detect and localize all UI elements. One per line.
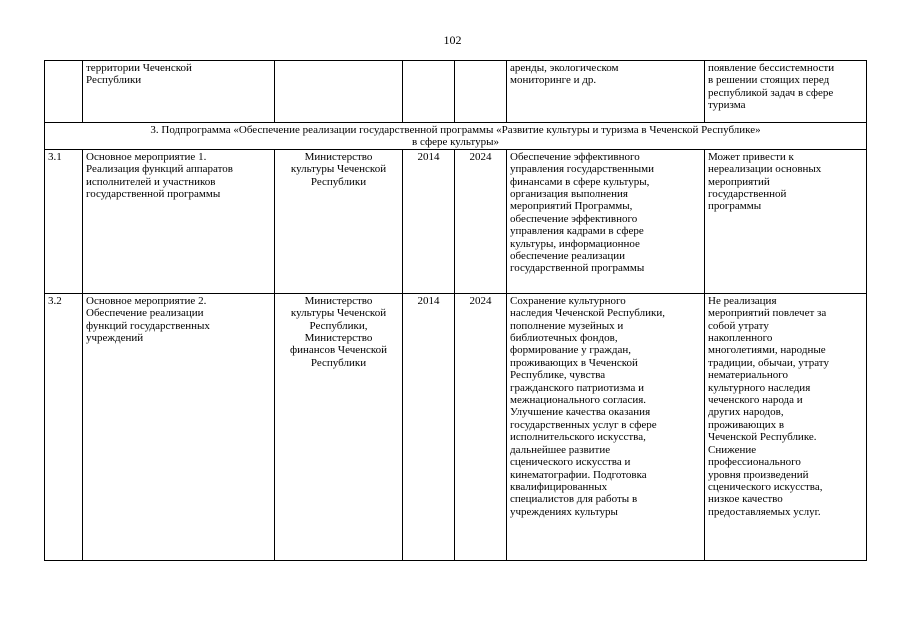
- text-line: проживающих в Чеченской: [510, 356, 638, 369]
- text-line: других народов,: [708, 406, 784, 419]
- risks-cell: [705, 61, 867, 123]
- text-line: пополнение музейных и: [510, 319, 624, 332]
- page-number: 102: [443, 33, 462, 47]
- text-line: финансов Чеченской: [289, 344, 388, 357]
- executor-cell: [275, 149, 403, 293]
- text-line: традиции, обычаи, утрату: [708, 356, 829, 369]
- text-line: республикой задач в сфере: [708, 86, 834, 99]
- text-line: наследия Чеченской Республики,: [510, 307, 665, 320]
- text-line: мероприятий Программы,: [510, 200, 633, 213]
- text-line: чеченского народа и: [708, 394, 803, 407]
- text-line: нереализации основных: [708, 163, 822, 176]
- text-line: дальнейшее развитие: [510, 443, 611, 456]
- text-line: появление бессистемности: [708, 62, 835, 74]
- text-line: государственной программы: [86, 188, 221, 201]
- text-line: государственной: [708, 188, 787, 201]
- text-line: сценического искусства и: [510, 456, 631, 469]
- text-line: Основное мероприятие 2.: [86, 294, 207, 307]
- text-line: Министерство: [304, 332, 373, 345]
- start-year-cell: 2014: [403, 293, 455, 560]
- text-line: финансами в сфере культуры,: [510, 175, 650, 188]
- text-line: культуры Чеченской: [290, 307, 387, 320]
- text-line: мероприятий повлечет за: [708, 307, 827, 320]
- result-cell: [507, 293, 705, 560]
- text-line: государственных услуг в сфере: [510, 418, 657, 431]
- text-line: низкое качество: [708, 493, 783, 506]
- table-row: [45, 293, 867, 560]
- risks-cell: [705, 293, 867, 560]
- text-line: формирование у граждан,: [510, 344, 632, 357]
- text-line: межнационального согласия.: [510, 394, 647, 407]
- continuation-row: [45, 61, 867, 123]
- subprogram-heading-row: [45, 123, 867, 150]
- text-line: учреждениях культуры: [510, 505, 618, 518]
- result-cell: [507, 61, 705, 123]
- end-year-cell: [455, 61, 507, 123]
- text-line: предоставляемых услуг.: [708, 505, 821, 518]
- name-cell: [83, 293, 275, 560]
- text-line: Основное мероприятие 1.: [86, 150, 207, 163]
- text-line: в решении стоящих перед: [708, 74, 830, 87]
- num-cell: [45, 61, 83, 123]
- executor-cell: [275, 61, 403, 123]
- text-line: уровня произведений: [708, 468, 809, 481]
- text-line: управления кадрами в сфере: [510, 225, 644, 238]
- name-cell: [83, 61, 275, 123]
- text-line: программы: [708, 200, 762, 213]
- text-line: собой утрату: [708, 319, 769, 332]
- text-line: учреждений: [86, 332, 144, 345]
- text-line: культуры, информационное: [510, 237, 640, 250]
- text-line: исполнительского искусства,: [510, 431, 646, 444]
- text-line: Чеченской Республике.: [708, 431, 817, 444]
- text-line: обеспечение эффективного: [510, 212, 638, 225]
- text-line: многолетиями, народные: [708, 344, 826, 357]
- heading-line: 3. Подпрограмма «Обеспечение реализации государственной программы «Развитие культуры и туризма в Чеченской Республике»: [150, 124, 761, 136]
- text-line: Не реализация: [708, 294, 777, 307]
- text-line: профессионального: [708, 456, 801, 469]
- end-year-cell: 2024: [455, 149, 507, 293]
- text-line: государственной программы: [510, 262, 645, 275]
- text-line: специалистов для работы в: [510, 493, 638, 506]
- measures-table: [44, 60, 867, 561]
- text-line: Улучшение качества оказания: [510, 406, 651, 419]
- text-line: обеспечение реализации: [510, 250, 626, 263]
- name-cell: [83, 149, 275, 293]
- text-line: Министерство: [304, 150, 373, 163]
- text-line: Республики: [310, 356, 367, 369]
- heading-line: в сфере культуры»: [412, 136, 499, 149]
- text-line: накопленного: [708, 332, 773, 345]
- text-line: Министерство: [304, 294, 373, 307]
- num-cell: 3.2: [45, 293, 83, 560]
- text-line: мониторинге и др.: [510, 74, 597, 87]
- text-line: исполнителей и участников: [86, 175, 216, 188]
- text-line: квалифицированных: [510, 480, 608, 493]
- text-line: организация выполнения: [510, 188, 628, 201]
- text-line: проживающих в: [708, 418, 785, 431]
- executor-cell: [275, 293, 403, 560]
- text-line: Республике, чувства: [510, 369, 606, 382]
- text-line: Может привести к: [708, 150, 794, 163]
- text-line: Республики,: [309, 319, 368, 332]
- end-year-cell: 2024: [455, 293, 507, 560]
- num-cell: 3.1: [45, 149, 83, 293]
- result-cell: [507, 149, 705, 293]
- start-year-cell: 2014: [403, 149, 455, 293]
- text-line: Сохранение культурного: [510, 294, 626, 307]
- subprogram-heading: [45, 123, 867, 150]
- text-line: туризма: [708, 99, 746, 112]
- risks-cell: [705, 149, 867, 293]
- text-line: кинематографии. Подготовка: [510, 468, 647, 481]
- text-line: управления государственными: [510, 163, 655, 176]
- text-line: функций государственных: [86, 319, 210, 332]
- text-line: Республики: [310, 175, 367, 188]
- text-line: библиотечных фондов,: [510, 332, 618, 345]
- text-line: культуры Чеченской: [290, 163, 387, 176]
- text-line: Обеспечение эффективного: [510, 150, 640, 163]
- text-line: культурного наследия: [708, 381, 811, 394]
- text-line: аренды, экологическом: [510, 62, 619, 74]
- text-line: гражданского патриотизма и: [510, 381, 644, 394]
- table-row: [45, 149, 867, 293]
- start-year-cell: [403, 61, 455, 123]
- text-line: мероприятий: [708, 175, 770, 188]
- text-line: сценического искусства,: [708, 480, 823, 493]
- text-line: нематериального: [708, 369, 788, 382]
- text-line: Обеспечение реализации: [86, 307, 204, 320]
- text-line: Республики: [86, 74, 142, 87]
- text-line: Снижение: [708, 443, 757, 456]
- text-line: Реализация функций аппаратов: [86, 163, 233, 176]
- text-line: территории Чеченской: [86, 62, 192, 74]
